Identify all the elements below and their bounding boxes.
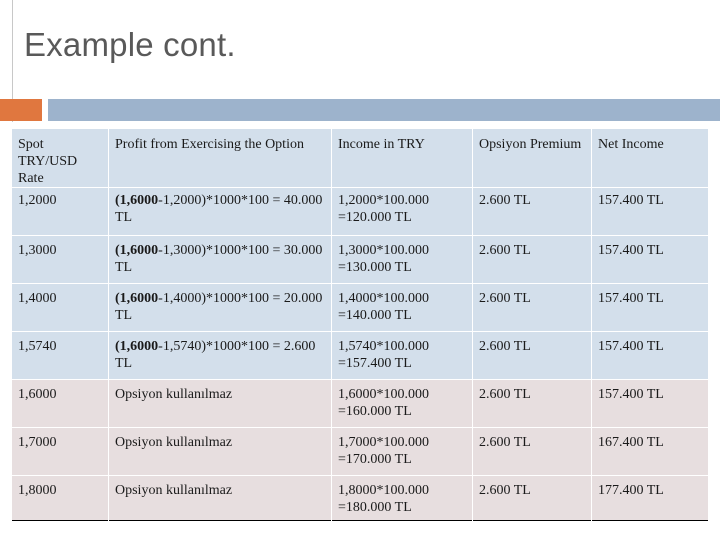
cell-spot: 1,2000 <box>12 188 109 236</box>
table-row <box>12 332 709 380</box>
cell-net: 157.400 TL <box>592 284 709 332</box>
profit-strike: (1,6000 <box>115 243 159 258</box>
accent-bar-orange <box>0 99 42 121</box>
cell-spot: 1,5740 <box>12 332 109 380</box>
cell-net: 157.400 TL <box>592 332 709 380</box>
cell-premium: 2.600 TL <box>473 284 592 332</box>
options-table <box>11 128 709 521</box>
header-spot-label: Spot TRY/USD Rate <box>18 137 78 186</box>
cell-income: 1,7000*100.000 =170.000 TL <box>332 428 473 476</box>
header-spot <box>12 129 109 188</box>
header-profit: Profit from Exercising the Option <box>109 129 332 188</box>
cell-spot: 1,7000 <box>12 428 109 476</box>
profit-formula: Opsiyon kullanılmaz <box>115 483 233 498</box>
cell-profit <box>109 284 332 332</box>
profit-formula: -1,3000)*1000*100 = 30.000 TL <box>115 243 323 275</box>
cell-income: 1,2000*100.000 =120.000 TL <box>332 188 473 236</box>
profit-formula: -1,5740)*1000*100 = 2.600 TL <box>115 339 316 371</box>
cell-spot: 1,8000 <box>12 476 109 521</box>
cell-premium: 2.600 TL <box>473 476 592 521</box>
cell-profit <box>109 476 332 521</box>
table-row <box>12 428 709 476</box>
cell-income: 1,8000*100.000 =180.000 TL <box>332 476 473 521</box>
profit-strike: (1,6000 <box>115 339 159 354</box>
cell-income: 1,6000*100.000 =160.000 TL <box>332 380 473 428</box>
profit-strike: (1,6000 <box>115 291 159 306</box>
header-net: Net Income <box>592 129 709 188</box>
cell-profit <box>109 332 332 380</box>
cell-premium: 2.600 TL <box>473 428 592 476</box>
cell-profit <box>109 380 332 428</box>
table-header-row <box>12 129 709 188</box>
cell-income: 1,4000*100.000 =140.000 TL <box>332 284 473 332</box>
profit-strike: (1,6000 <box>115 193 159 208</box>
profit-formula: -1,4000)*1000*100 = 20.000 TL <box>115 291 323 323</box>
cell-profit <box>109 428 332 476</box>
cell-spot: 1,4000 <box>12 284 109 332</box>
table-row <box>12 284 709 332</box>
cell-premium: 2.600 TL <box>473 236 592 284</box>
cell-net: 157.400 TL <box>592 236 709 284</box>
cell-net: 177.400 TL <box>592 476 709 521</box>
profit-formula: -1,2000)*1000*100 = 40.000 TL <box>115 193 323 225</box>
table-row <box>12 380 709 428</box>
cell-income: 1,3000*100.000 =130.000 TL <box>332 236 473 284</box>
cell-net: 157.400 TL <box>592 380 709 428</box>
table-row <box>12 188 709 236</box>
header-income: Income in TRY <box>332 129 473 188</box>
cell-premium: 2.600 TL <box>473 188 592 236</box>
cell-premium: 2.600 TL <box>473 380 592 428</box>
profit-formula: Opsiyon kullanılmaz <box>115 435 233 450</box>
table-row <box>12 236 709 284</box>
cell-premium: 2.600 TL <box>473 332 592 380</box>
slide-title: Example cont. <box>24 26 236 63</box>
profit-formula: Opsiyon kullanılmaz <box>115 387 233 402</box>
header-premium: Opsiyon Premium <box>473 129 592 188</box>
cell-profit <box>109 188 332 236</box>
cell-income: 1,5740*100.000 =157.400 TL <box>332 332 473 380</box>
cell-net: 167.400 TL <box>592 428 709 476</box>
accent-bar-blue <box>48 99 720 121</box>
cell-spot: 1,6000 <box>12 380 109 428</box>
cell-profit <box>109 236 332 284</box>
table-row <box>12 476 709 521</box>
cell-spot: 1,3000 <box>12 236 109 284</box>
cell-net: 157.400 TL <box>592 188 709 236</box>
